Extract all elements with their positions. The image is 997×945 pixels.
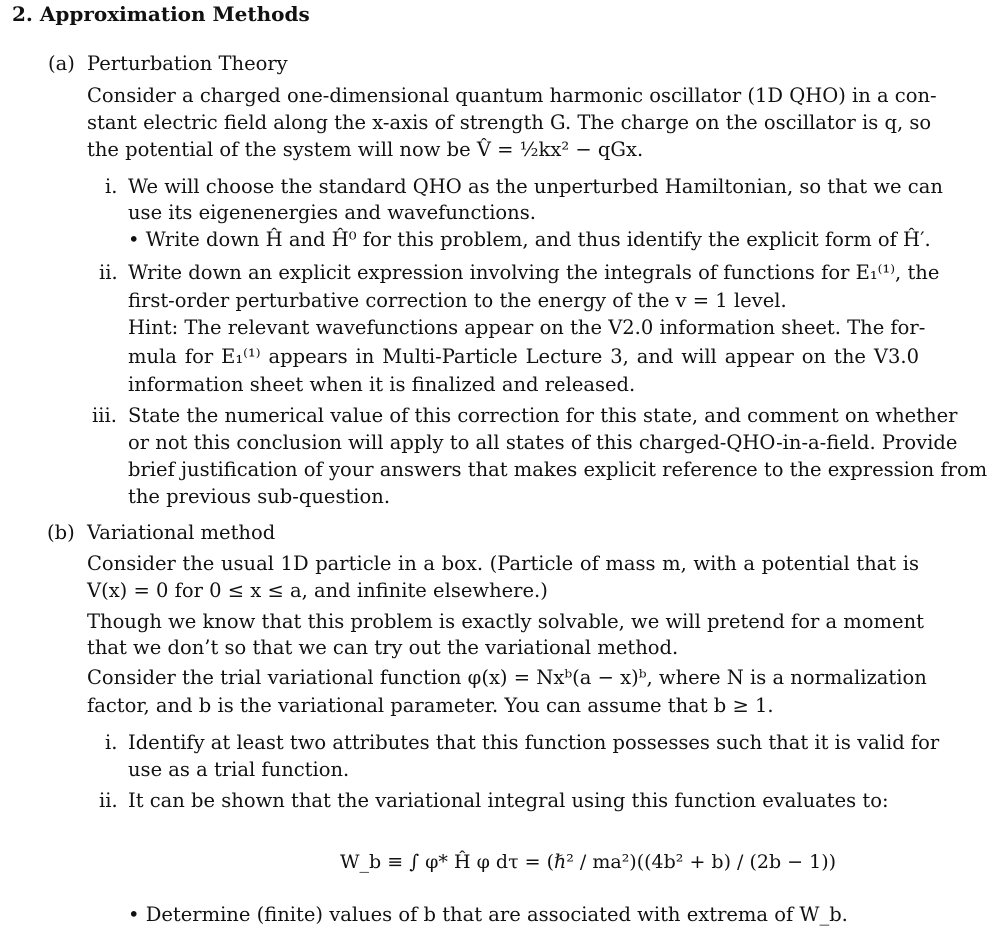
part-a-label: (a): [48, 52, 75, 75]
part-a-item-1-line-1: We will choose the standard QHO as the unperturbed Hamiltonian, so that we can: [128, 175, 943, 198]
part-b-para-3-line-2: factor, and b is the variational parameter. You can assume that b ≥ 1.: [87, 694, 774, 717]
part-a-item-1-line-2: use its eigenenergies and wavefunctions.: [128, 201, 536, 224]
part-b-para-2-line-2: that we don’t so that we can try out the variational method.: [87, 636, 679, 659]
part-a-item-2-hint-line-1: Hint: The relevant wavefunctions appear on the V2.0 information sheet. The for-: [128, 316, 926, 339]
part-a-item-2-hint-line-2: mula for E₁⁽¹⁾ appears in Multi-Particle Lecture 3, and will appear on the V3.0: [128, 345, 919, 368]
part-b-title: Variational method: [87, 521, 276, 544]
part-a-title: Perturbation Theory: [87, 52, 288, 75]
part-a-item-2-line-1: Write down an explicit expression involving the integrals of functions for E₁⁽¹⁾, the: [128, 261, 940, 284]
part-b-para-3-line-1: Consider the trial variational function φ(x) = Nxᵇ(a − x)ᵇ, where N is a normalization: [87, 666, 927, 689]
part-a-intro-line-2: stant electric field along the x-axis of strength G. The charge on the oscillator is q, so: [87, 111, 932, 134]
part-b-item-1-label: i.: [105, 731, 118, 754]
part-b-label: (b): [47, 521, 75, 544]
part-a-item-3-line-1: State the numerical value of this correction for this state, and comment on whether: [128, 404, 958, 427]
part-a-intro-line-3: the potential of the system will now be V̂ = ½kx² − qGx.: [87, 138, 644, 161]
part-b-item-2-label: ii.: [99, 789, 118, 812]
part-a-item-3-label: iii.: [92, 404, 117, 427]
part-b-item-2-bullet: • Determine (finite) values of b that are associated with extrema of W_b.: [128, 903, 848, 926]
part-a-intro-line-1: Consider a charged one-dimensional quantum harmonic oscillator (1D QHO) in a con-: [87, 84, 937, 107]
part-a-item-2-label: ii.: [99, 261, 118, 284]
part-a-item-3-line-2: or not this conclusion will apply to all states of this charged-QHO-in-a-field. Provide: [128, 431, 958, 454]
part-a-item-3-line-4: the previous sub-question.: [128, 485, 391, 508]
part-b-para-2-line-1: Though we know that this problem is exactly solvable, we will pretend for a moment: [87, 610, 924, 633]
part-b-item-1-line-1: Identify at least two attributes that this function possesses such that it is valid for: [128, 731, 940, 754]
part-a-item-3-line-3: brief justification of your answers that makes explicit reference to the expression from: [128, 458, 988, 481]
section-title: 2. Approximation Methods: [12, 2, 310, 26]
part-b-item-2-line-1: It can be shown that the variational integral using this function evaluates to:: [128, 789, 889, 812]
part-a-item-2-line-2: first-order perturbative correction to the energy of the v = 1 level.: [128, 289, 787, 312]
part-b-para-1-line-1: Consider the usual 1D particle in a box. (Particle of mass m, with a potential that is: [87, 552, 919, 575]
part-b-item-1-line-2: use as a trial function.: [128, 758, 350, 781]
variational-integral-equation: W_b ≡ ∫ φ* Ĥ φ dτ = (ℏ² / ma²)((4b² + b) / (2b − 1)): [340, 851, 837, 873]
part-a-item-1-label: i.: [105, 175, 118, 198]
part-a-item-1-bullet: • Write down Ĥ and Ĥ⁰ for this problem, and thus identify the explicit form of Ĥ′.: [128, 228, 931, 251]
part-b-para-1-line-2: V(x) = 0 for 0 ≤ x ≤ a, and infinite elsewhere.): [87, 579, 548, 602]
part-a-item-2-hint-line-3: information sheet when it is finalized and released.: [128, 373, 636, 396]
